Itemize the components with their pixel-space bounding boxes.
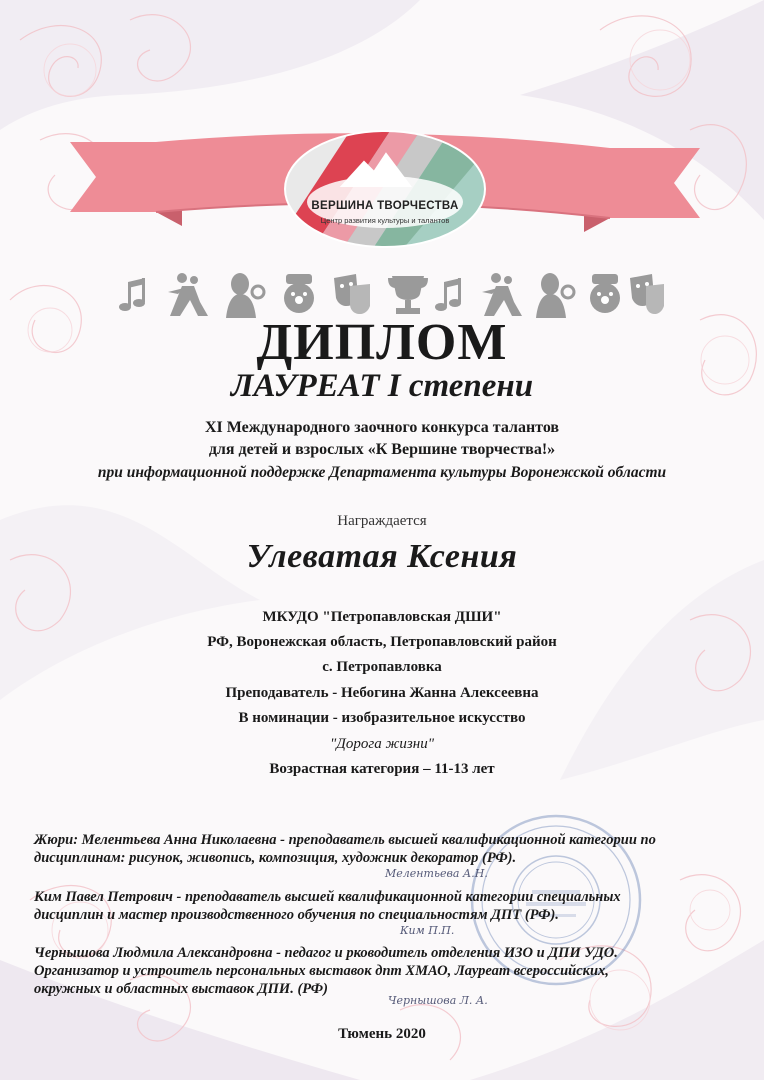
region-line: РФ, Воронежская область, Петропавловский район [207, 634, 557, 650]
jury-3-line-1: Чернышова Людмила Александровна - педагог и рководитель отделения ИЗО и ДПИ УДО. [34, 945, 618, 961]
logo-name: ВЕРШИНА ТВОРЧЕСТВА [311, 200, 459, 212]
jury-2-line-1: Ким Павел Петрович - преподаватель высшей квалификационной категории специальных [34, 889, 621, 905]
jury-2-signature: Ким П.П. [400, 924, 455, 937]
logo-tagline: Центр развития культуры и талантов [320, 216, 450, 225]
jury-2-line-2: дисциплин и мастер производственного обучения по специальностям ДПТ (РФ). [34, 907, 559, 923]
footer-city-year: Тюмень 2020 [338, 1026, 426, 1042]
note-icon [119, 278, 145, 311]
jury-1-signature: Мелентьева А.Н. [385, 867, 488, 880]
diploma-title: ДИПЛОМ [256, 314, 508, 371]
cup-icon [388, 276, 428, 314]
laureate-degree: ЛАУРЕАТ I степени [230, 368, 534, 404]
contest-line-1: XI Международного заочного конкурса талантов [204, 419, 560, 436]
support-line: при информационной поддержке Департамента культуры Воронежской области [97, 464, 667, 481]
nomination-line: В номинации - изобразительное искусство [238, 710, 526, 726]
age-category: Возрастная категория – 11-13 лет [269, 761, 495, 777]
logo [282, 128, 488, 250]
jury-3-line-3: окружных и областных выставок ДПИ. (РФ) [34, 981, 328, 997]
awarded-label: Награждается [337, 513, 427, 529]
logo-emblem [282, 128, 488, 250]
singer-icon [536, 273, 574, 318]
clown-icon [590, 274, 620, 313]
masks-icon [630, 274, 664, 314]
jury-3-line-2: Организатор и устроитель персональных выставок дпт ХМАО, Лауреат всероссийских, [34, 963, 609, 979]
jury-3-signature: Чернышова Л. А. [388, 994, 488, 1007]
jury-member-1 [34, 831, 734, 867]
school-line: МКУДО "Петропавловская ДШИ" [262, 609, 502, 625]
dancers-icon [168, 273, 208, 316]
masks-icon [334, 274, 370, 314]
winner-name: Улеватая Ксения [246, 538, 518, 575]
jury-member-3 [34, 944, 734, 998]
village-line: с. Петропавловка [322, 659, 442, 675]
contest-line-2: для детей и взрослых «К Вершине творчества!» [208, 441, 556, 458]
jury-member-2 [34, 888, 734, 924]
teacher-line: Преподаватель - Небогина Жанна Алексеевна [225, 685, 539, 701]
note-icon [435, 278, 461, 311]
jury-1-line-1: Жюри: Мелентьева Анна Николаевна - преподаватель высшей квалификационной категории по [34, 832, 656, 848]
jury-1-line-2: дисциплинам: рисунок, живопись, композиция, художник декоратор (РФ). [34, 850, 517, 866]
work-title: "Дорога жизни" [330, 736, 434, 752]
dancers-icon [482, 273, 522, 316]
singer-icon [226, 273, 264, 318]
clown-icon [284, 274, 314, 313]
